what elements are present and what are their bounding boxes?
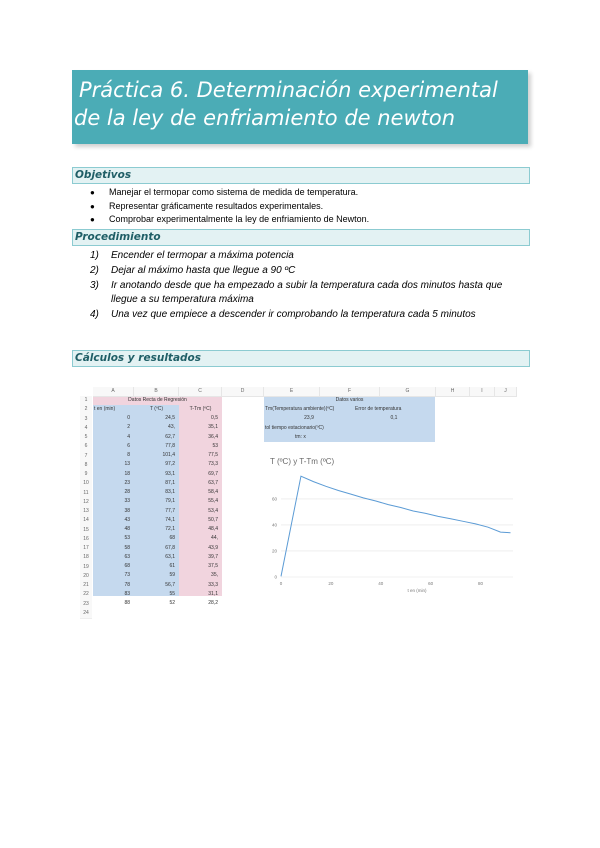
row-number[interactable]: 4 bbox=[80, 424, 92, 434]
table-cell[interactable]: 23 bbox=[124, 479, 130, 486]
table-cell[interactable]: 69,7 bbox=[208, 470, 218, 477]
table-cell[interactable]: 68 bbox=[124, 563, 130, 569]
info-label-1: Tm(Temperatura ambiente)(ºC) bbox=[265, 406, 335, 412]
table-cell[interactable]: 63,1 bbox=[165, 553, 175, 560]
row-number[interactable]: 9 bbox=[80, 470, 92, 480]
row-number[interactable]: 16 bbox=[80, 535, 92, 545]
x-tick-label: 0 bbox=[279, 581, 283, 586]
row-number[interactable]: 21 bbox=[80, 581, 92, 591]
col-header-temp: T (ºC) bbox=[149, 406, 164, 412]
row-number[interactable]: 11 bbox=[80, 489, 92, 499]
row-number[interactable]: 13 bbox=[80, 507, 92, 517]
x-tick-label: 40 bbox=[378, 581, 384, 586]
table-cell[interactable]: 2 bbox=[127, 424, 130, 431]
document-title bbox=[74, 76, 526, 132]
chart bbox=[263, 457, 521, 607]
table-cell[interactable]: 37,5 bbox=[208, 563, 218, 569]
series-line bbox=[281, 476, 511, 576]
table-cell[interactable]: 73,3 bbox=[208, 461, 218, 468]
chart-title: T (ºC) y T-Tm (ºC) bbox=[270, 457, 335, 466]
table-cell[interactable]: 35,1 bbox=[208, 424, 218, 431]
row-number[interactable]: 5 bbox=[80, 433, 92, 443]
table-cell[interactable]: 97,2 bbox=[165, 461, 175, 468]
procedimiento-list bbox=[90, 249, 530, 323]
table-cell[interactable]: 6 bbox=[127, 442, 130, 449]
row-number[interactable]: 22 bbox=[80, 590, 92, 600]
calculos-heading: Cálculos y resultados bbox=[72, 350, 530, 367]
x-tick-label: 80 bbox=[478, 581, 484, 586]
table-cell[interactable]: 58,4 bbox=[208, 489, 218, 495]
table-cell[interactable]: 87,1 bbox=[165, 479, 175, 486]
table-cell[interactable]: 58 bbox=[124, 544, 130, 551]
table-cell[interactable]: 61 bbox=[169, 563, 175, 569]
table-cell[interactable]: 88 bbox=[124, 600, 130, 606]
info-label-2: Error de temperatura bbox=[355, 406, 402, 412]
y-tick-label: 60 bbox=[271, 496, 277, 502]
list-item: ● Representar gráficamente resultados experimentales. bbox=[90, 200, 369, 214]
table-cell[interactable]: 67,8 bbox=[165, 544, 175, 551]
row-number[interactable]: 17 bbox=[80, 544, 92, 554]
title-line-1: Práctica 6. Determinación experimental bbox=[79, 78, 498, 102]
table-cell[interactable]: 18 bbox=[124, 470, 130, 477]
x-axis-label: t en (min) bbox=[407, 588, 427, 593]
row-number[interactable]: 7 bbox=[80, 452, 92, 462]
column-header[interactable]: D bbox=[222, 387, 264, 397]
info-label-3: tol tiempo estacionario(ºC) bbox=[265, 425, 324, 431]
row-number[interactable]: 10 bbox=[80, 479, 92, 489]
info-title: Datos varios bbox=[335, 397, 364, 403]
column-header[interactable]: E bbox=[264, 387, 320, 397]
x-tick-label: 20 bbox=[328, 581, 334, 586]
x-tick-label: 60 bbox=[428, 581, 434, 586]
table-cell[interactable]: 83,1 bbox=[165, 489, 175, 495]
table-cell[interactable]: 31,1 bbox=[208, 590, 218, 597]
table-cell[interactable]: 36,4 bbox=[208, 433, 218, 440]
table-cell[interactable]: 77,8 bbox=[165, 442, 175, 449]
table-cell[interactable]: 74,1 bbox=[165, 516, 175, 523]
column-header[interactable]: I bbox=[470, 387, 495, 397]
row-number[interactable]: 6 bbox=[80, 442, 92, 452]
objetivos-list bbox=[90, 186, 369, 227]
table-cell[interactable]: 39,7 bbox=[208, 553, 218, 560]
table-cell[interactable]: 28,2 bbox=[208, 600, 218, 606]
list-item: ● Comprobar experimentalmente la ley de enfriamiento de Newton. bbox=[90, 213, 369, 227]
table-cell[interactable]: 24,5 bbox=[165, 415, 175, 421]
column-header[interactable]: J bbox=[495, 387, 517, 397]
row-number[interactable]: 3 bbox=[80, 415, 92, 425]
table-cell[interactable]: 63,7 bbox=[208, 479, 218, 486]
table-cell[interactable]: 33 bbox=[124, 498, 130, 505]
y-tick-label: 40 bbox=[271, 522, 277, 528]
table-cell[interactable]: 43 bbox=[124, 516, 130, 523]
table-cell[interactable]: 93,1 bbox=[165, 470, 175, 477]
table-cell[interactable]: 62,7 bbox=[165, 433, 175, 440]
table-cell[interactable]: 13 bbox=[124, 461, 130, 468]
list-item: 1) Encender el termopar a máxima potencia bbox=[90, 250, 294, 261]
row-number[interactable]: 12 bbox=[80, 498, 92, 508]
table-cell[interactable]: 43,9 bbox=[208, 544, 218, 551]
table-cell[interactable]: 8 bbox=[127, 452, 130, 458]
row-number[interactable]: 8 bbox=[80, 461, 92, 471]
table-cell[interactable]: 53 bbox=[212, 442, 218, 449]
row-number[interactable]: 2 bbox=[80, 405, 92, 415]
table-cell[interactable]: 101,4 bbox=[162, 452, 175, 458]
col-header-diff: T-Tm (ºC) bbox=[189, 406, 212, 412]
objetivos-heading: Objetivos bbox=[72, 167, 530, 184]
row-number[interactable]: 24 bbox=[80, 609, 92, 619]
list-item: ● Manejar el termopar como sistema de medida de temperatura. bbox=[90, 186, 369, 200]
title-banner bbox=[72, 70, 528, 144]
table-cell[interactable]: 28 bbox=[124, 489, 130, 495]
table-cell[interactable]: 78 bbox=[124, 581, 130, 588]
table-cell[interactable]: 56,7 bbox=[165, 581, 175, 588]
y-tick-label: 20 bbox=[271, 548, 277, 554]
row-number[interactable]: 15 bbox=[80, 526, 92, 536]
table-cell[interactable]: 35, bbox=[211, 572, 218, 579]
column-header[interactable]: B bbox=[134, 387, 179, 397]
bullet-icon: ● bbox=[90, 215, 95, 224]
table-cell[interactable]: 48 bbox=[124, 526, 130, 532]
table-cell[interactable]: 44, bbox=[211, 535, 218, 542]
column-header[interactable]: A bbox=[93, 387, 134, 397]
row-number[interactable]: 1 bbox=[80, 396, 92, 406]
column-header[interactable]: C bbox=[179, 387, 222, 397]
table-cell[interactable]: 77,5 bbox=[208, 452, 218, 458]
table-cell[interactable]: 0 bbox=[127, 415, 130, 421]
row-number[interactable]: 14 bbox=[80, 516, 92, 526]
column-header[interactable]: H bbox=[436, 387, 470, 397]
row-number[interactable]: 23 bbox=[80, 600, 92, 610]
bullet-icon: ● bbox=[90, 188, 95, 197]
table-cell[interactable]: 0,5 bbox=[211, 415, 218, 421]
table-cell[interactable]: 83 bbox=[124, 590, 130, 597]
table-cell[interactable]: 72,1 bbox=[165, 526, 175, 532]
table-cell[interactable]: 50,7 bbox=[208, 516, 218, 523]
table-cell[interactable]: 53 bbox=[124, 535, 130, 542]
info-value-3: tm: x bbox=[295, 434, 306, 440]
procedimiento-heading: Procedimiento bbox=[72, 229, 530, 246]
y-tick-label: 0 bbox=[274, 574, 277, 580]
table-cell[interactable]: 55 bbox=[169, 590, 175, 597]
title-line-2: de la ley de enfriamiento de newton bbox=[74, 106, 456, 130]
list-item: 2) Dejar al máximo hasta que llegue a 90 ºC bbox=[90, 264, 296, 276]
table-cell[interactable]: 68 bbox=[169, 535, 175, 542]
chart-svg bbox=[263, 457, 521, 607]
table-cell[interactable]: 55,4 bbox=[208, 498, 218, 505]
table-cell[interactable]: 38 bbox=[124, 507, 130, 514]
row-number[interactable]: 19 bbox=[80, 563, 92, 573]
info-value-2: 0,1 bbox=[390, 415, 398, 421]
table-cell[interactable]: 63 bbox=[124, 553, 130, 560]
table-cell[interactable]: 52 bbox=[169, 600, 175, 606]
bullet-icon: ● bbox=[90, 201, 95, 211]
table-cell[interactable]: 48,4 bbox=[208, 526, 218, 532]
table-title: Datos Recta de Regresión bbox=[128, 397, 187, 403]
table-cell[interactable]: 79,1 bbox=[165, 498, 175, 505]
column-header[interactable]: G bbox=[380, 387, 436, 397]
table-cell[interactable]: 4 bbox=[127, 433, 130, 440]
info-value-1: 23,9 bbox=[304, 415, 314, 421]
list-item: 4) Una vez que empiece a descender ir comprobando la temperatura cada 5 minutos bbox=[90, 309, 476, 321]
table-cell[interactable]: 53,4 bbox=[208, 507, 218, 514]
row-number[interactable]: 18 bbox=[80, 553, 92, 563]
table-cell[interactable]: 43, bbox=[168, 424, 175, 431]
table-cell[interactable]: 59 bbox=[169, 572, 175, 579]
list-item: 3) Ir anotando desde que ha empezado a subir la temperatura cada dos minutos hasta que llegue a su temperatura máxima bbox=[90, 279, 503, 306]
column-header[interactable]: F bbox=[320, 387, 380, 397]
table-cell[interactable]: 73 bbox=[124, 572, 130, 579]
table-cell[interactable]: 33,3 bbox=[208, 581, 218, 588]
row-number[interactable]: 20 bbox=[80, 572, 92, 582]
table-cell[interactable]: 77,7 bbox=[165, 507, 175, 514]
col-header-time: t en (min) bbox=[94, 406, 116, 412]
